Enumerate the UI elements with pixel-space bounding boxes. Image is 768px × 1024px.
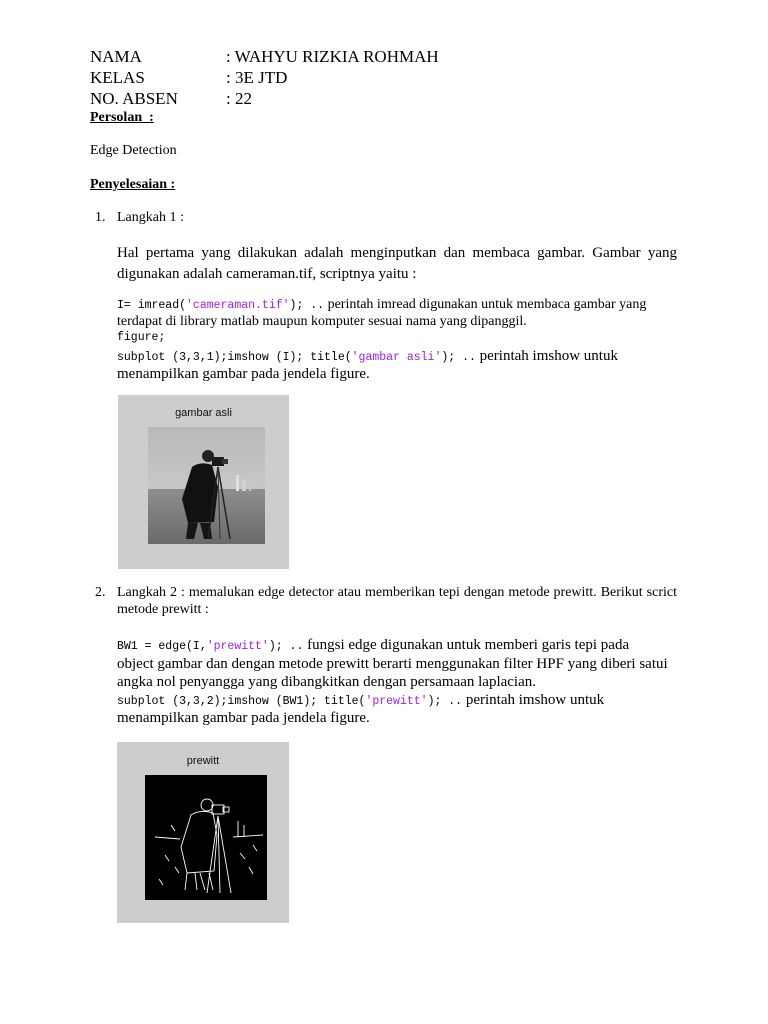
step1-code-comment-line2: terdapat di library matlab maupun komputer sesuai nama yang dipanggil. bbox=[117, 314, 527, 329]
nama-value: : WAHYU RIZKIA ROHMAH bbox=[226, 47, 439, 66]
step2-code-line1 bbox=[117, 635, 629, 655]
figure-title: prewitt bbox=[186, 755, 220, 767]
step1-title: Langkah 1 : bbox=[117, 210, 184, 225]
cameraman-image bbox=[148, 427, 265, 544]
code-string: 'gambar asli' bbox=[351, 351, 442, 364]
code-comment: perintah imshow untuk bbox=[462, 692, 605, 708]
step1-para-line2: digunakan adalah cameraman.tif, scriptnya yaitu : bbox=[117, 266, 417, 282]
code-text: subplot (3,3,2);imshow (BW1); title( bbox=[117, 695, 366, 708]
figure-gambar-asli bbox=[118, 395, 289, 569]
prewitt-edges bbox=[145, 775, 267, 900]
code-comment: perintah imshow untuk bbox=[475, 348, 618, 364]
figure-prewitt bbox=[117, 742, 289, 923]
figure-title: gambar asli bbox=[175, 407, 232, 419]
step2-title-line1: Langkah 2 : memalukan edge detector atau memberikan tepi dengan metode prewitt. Berikut scrict bbox=[117, 585, 677, 600]
code-text: ); .. bbox=[427, 695, 463, 708]
code-comment: perintah imread digunakan untuk membaca gambar yang bbox=[324, 297, 647, 312]
absen-label: NO. ABSEN bbox=[90, 89, 178, 108]
code-text: BW1 = edge(I, bbox=[117, 640, 207, 653]
step1-code-line3 bbox=[117, 346, 618, 366]
code-comment: fungsi edge digunakan untuk memberi garis tepi pada bbox=[303, 637, 630, 653]
code-string: 'prewitt' bbox=[365, 695, 428, 708]
kelas-value: : 3E JTD bbox=[226, 68, 288, 87]
code-text: ); .. bbox=[441, 351, 476, 364]
step2-code-comment-line3: angka nol penyangga yang dibangkitkan dengan persamaan laplacian. bbox=[117, 674, 537, 690]
penyelesaian-heading: Penyelesaian : bbox=[90, 177, 176, 192]
step2-code-comment-line2: object gambar dan dengan metode prewitt berarti menggunakan filter HPF yang diberi satui bbox=[117, 656, 668, 672]
persoalan-heading: Persolan : bbox=[90, 110, 154, 125]
code-text: subplot (3,3,1);imshow (I); title( bbox=[117, 351, 352, 364]
code-string: 'prewitt' bbox=[206, 640, 269, 653]
absen-value: : 22 bbox=[226, 89, 252, 108]
step1-code-line1 bbox=[117, 297, 677, 313]
step1-code-comment-line2b: menampilkan gambar pada jendela figure. bbox=[117, 366, 370, 382]
code-text: ); .. bbox=[268, 640, 304, 653]
persoalan-text: Edge Detection bbox=[90, 143, 177, 158]
cameraman-photo bbox=[148, 427, 265, 544]
step2-number: 2. bbox=[95, 585, 106, 600]
prewitt-edge-image bbox=[145, 775, 267, 900]
code-string: 'cameraman.tif' bbox=[186, 299, 290, 312]
code-text: I= imread( bbox=[117, 299, 187, 312]
kelas-label: KELAS bbox=[90, 68, 145, 87]
step2-code-line2 bbox=[117, 690, 604, 710]
nama-label: NAMA bbox=[90, 47, 142, 66]
code-text: ); .. bbox=[289, 299, 325, 312]
step1-number: 1. bbox=[95, 210, 106, 225]
step1-code-line2: figure; bbox=[117, 331, 166, 344]
step1-para-line1: Hal pertama yang dilakukan adalah menginputkan dan membaca gambar. Gambar yang bbox=[117, 245, 677, 261]
step2-title-line2: metode prewitt : bbox=[117, 602, 209, 617]
step2-code-comment-line2b: menampilkan gambar pada jendela figure. bbox=[117, 710, 370, 726]
